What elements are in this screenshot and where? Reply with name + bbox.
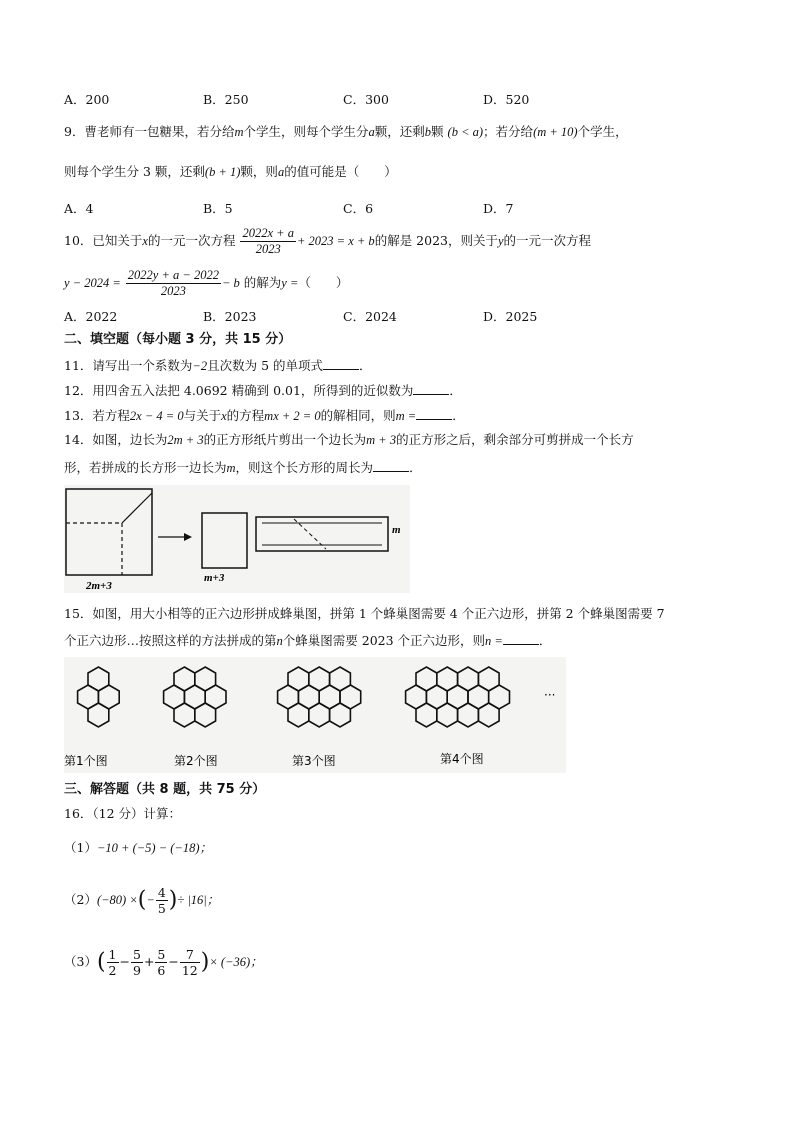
- q10-fraction-2: [126, 268, 221, 299]
- q9-condition: (b < a): [447, 125, 484, 139]
- q13-equation-2: mx + 2 = 0: [264, 409, 321, 423]
- caption-figure-4: 第4个图: [440, 752, 484, 766]
- q10-text-b: 的一元一次方程: [147, 233, 236, 248]
- left-paren-icon: (: [137, 887, 147, 913]
- q16-part-2-fraction: [156, 885, 168, 916]
- fraction-4-denominator: 12: [181, 963, 198, 978]
- q11: [64, 357, 372, 374]
- q13-period: ．: [452, 408, 465, 423]
- q8-option-b: B．250: [203, 92, 249, 107]
- q14-answer-blank[interactable]: [373, 459, 409, 472]
- fraction-2-denominator: 9: [132, 963, 141, 978]
- q14-side-2: m + 3: [366, 433, 397, 447]
- q16-part-3-fraction-3: [155, 947, 167, 978]
- q12-answer-blank[interactable]: [413, 382, 449, 395]
- left-paren-icon: (: [96, 949, 106, 975]
- q15-n-equals: n =: [485, 634, 503, 648]
- q9-line2-a: 则每个学生分 3 颗，还剩: [64, 164, 205, 179]
- hexagon-fig1: [88, 703, 109, 727]
- q16-part-3-fraction-2: [131, 947, 143, 978]
- q11-coefficient: −2: [192, 359, 208, 373]
- q15-figure: [64, 657, 566, 773]
- q9-option-c: C．6: [343, 201, 374, 216]
- q13-answer-blank[interactable]: [416, 407, 452, 420]
- fraction-1-numerator: 1: [108, 947, 117, 962]
- q14-var-m: m: [226, 461, 236, 475]
- q16-part-2-denominator: 5: [157, 901, 166, 916]
- q9-condition-3: (b + 1): [204, 165, 241, 179]
- q11-text-a: 11．请写出一个系数为: [64, 358, 193, 373]
- label-m-plus-3: m+3: [204, 572, 225, 584]
- fraction-3-denominator: 6: [157, 963, 166, 978]
- q14-side-1: 2m + 3: [167, 433, 204, 447]
- q15-line2-a: 个正六边形…按照这样的方法拼成的第: [64, 633, 277, 648]
- q16-part-3-tail: × (−36)；: [209, 955, 263, 969]
- q14-text-e: 的正方形之后，剩余部分可剪拼成一个长方: [396, 432, 634, 447]
- hexagon-fig3: [330, 703, 351, 727]
- q16-part-2-numerator: 4: [157, 885, 166, 900]
- label-2m-plus-3: 2m+3: [86, 580, 112, 592]
- honeycomb-figure-svg: [64, 657, 566, 773]
- q15-period: ．: [538, 633, 552, 648]
- hexagon-fig4: [416, 703, 437, 727]
- caption-figure-1: 第1个图: [64, 754, 108, 768]
- q10-var-y: y: [497, 234, 504, 248]
- q9-option-a: A．4: [64, 201, 94, 216]
- q12: [64, 382, 462, 399]
- q16-part-2-a: (−80) ×: [96, 893, 138, 907]
- caption-figure-3: 第3个图: [292, 754, 336, 768]
- q10-option-b: B．2023: [203, 309, 257, 324]
- right-paren-icon: ): [200, 949, 210, 975]
- q16-part-3: [64, 942, 263, 982]
- q10-y-equals: y =: [281, 276, 299, 290]
- q10-text-d: 的解是 2023，则关于: [374, 233, 498, 248]
- q13-text-e: 的方程: [226, 408, 265, 423]
- q15-var-n: n: [276, 634, 283, 648]
- fraction-1-denominator: 2: [108, 963, 117, 978]
- q10-equation-rest: + 2023 = x + b: [296, 234, 375, 248]
- q14-line2: [64, 459, 422, 476]
- q10-paren: （ ）: [298, 275, 349, 290]
- q10-frac2-numerator: 2022y + a − 2022: [127, 268, 219, 282]
- q9-text-c: 颗，还剩: [374, 124, 425, 139]
- q13-text-c: 与关于: [183, 408, 222, 423]
- q15-line2-c: 个蜂巢图需要 2023 个正六边形，则: [282, 633, 486, 648]
- q9-var-a-2: a: [277, 165, 285, 179]
- q15-answer-blank[interactable]: [503, 632, 539, 645]
- section-3-heading: 三、解答题（共 8 题，共 75 分）: [64, 782, 266, 797]
- q8-option-d: D．520: [483, 92, 530, 107]
- operator-3: −: [168, 954, 179, 969]
- cut-line-diagonal: [122, 493, 152, 523]
- q14-line2-a: 形，若拼成的长方形一边长为: [64, 460, 227, 475]
- caption-figure-2: 第2个图: [174, 754, 218, 768]
- hexagon-fig3: [309, 703, 330, 727]
- q16-part-3-fraction-4: [180, 947, 200, 978]
- q12-text: 12．用四舍五入法把 4.0692 精确到 0.01，所得到的近似数为: [64, 383, 414, 398]
- q16-part-2-minus: −: [146, 893, 155, 907]
- hexagon-fig2: [174, 703, 195, 727]
- hexagon-fig4: [478, 703, 499, 727]
- q13-equation-1: 2x − 4 = 0: [129, 409, 184, 423]
- q9-text-b: 个学生，则每个学生分: [243, 124, 369, 139]
- q15-line2: [64, 632, 551, 649]
- q10-option-a: A．2022: [64, 309, 118, 324]
- q15-line1: 15．如图，用大小相等的正六边形拼成蜂巢图，拼第 1 个蜂巢图需要 4 个正六边形，拼第 2 个蜂巢图需要 7: [64, 606, 665, 621]
- q13: [64, 407, 465, 424]
- q10-frac2-denominator: 2023: [160, 284, 186, 298]
- q10-option-d: D．2025: [483, 309, 538, 324]
- q10-text-e: 的一元一次方程: [503, 233, 592, 248]
- arrow-icon: [184, 533, 192, 541]
- q9-text-f: 个学生，: [577, 124, 628, 139]
- q10-frac1-denominator: 2023: [255, 242, 281, 256]
- q9-condition-2: (m + 10): [533, 125, 578, 139]
- q14-line2-c: ，则这个长方形的周长为: [235, 460, 374, 475]
- q11-text-c: 且次数为 5 的单项式: [207, 358, 323, 373]
- q9-line2-c: 的值可能是（ ）: [284, 164, 397, 179]
- q14-text-c: 的正方形纸片剪出一个边长为: [203, 432, 367, 447]
- q10-equation2-rest: − b: [221, 276, 240, 290]
- q10-option-c: C．2024: [343, 309, 397, 324]
- q11-period: ．: [359, 358, 372, 373]
- q10-frac1-numerator: 2022x + a: [242, 226, 294, 240]
- q9-var-b: b: [424, 125, 432, 139]
- q9-text-d: 颗: [431, 124, 444, 139]
- hexagon-fig4: [437, 703, 458, 727]
- q8-option-a: A．200: [64, 92, 110, 107]
- fraction-4-numerator: 7: [180, 947, 200, 963]
- q9-text-e: ；若分给: [483, 124, 534, 139]
- q13-var-x: x: [221, 409, 227, 423]
- q14-figure: [64, 485, 410, 593]
- q16-part-2-label: （2）: [64, 892, 97, 907]
- q16-part-1: [64, 840, 212, 856]
- q9-line2: [64, 164, 397, 180]
- q16-part-3-label: （3）: [64, 954, 97, 969]
- q16-title: 16．（12 分）计算：: [64, 806, 182, 821]
- hexagon-fig4: [458, 703, 479, 727]
- q9-option-b: B．5: [203, 201, 233, 216]
- q10-text-f: 的解为: [243, 275, 282, 290]
- q14-text-a: 14．如图，边长为: [64, 432, 168, 447]
- q10-var-x: x: [142, 234, 148, 248]
- q10-text-a: 10．已知关于: [64, 233, 143, 248]
- q13-m-equals: m =: [395, 409, 417, 423]
- large-square: [66, 489, 152, 575]
- q16-part-2: [64, 880, 219, 920]
- q10-line1: [64, 224, 591, 258]
- small-square: [202, 513, 247, 568]
- q14-period: ．: [409, 460, 422, 475]
- q9-line2-b: 颗，则: [240, 164, 278, 179]
- hexagon-fig2: [195, 703, 216, 727]
- q16-part-2-c: ÷ |16|；: [177, 893, 220, 907]
- q9-var-m: m: [234, 125, 244, 139]
- q9-text-a: 9．曹老师有一包糖果，若分给: [64, 124, 235, 139]
- operator-1: −: [119, 954, 130, 969]
- q9-var-a: a: [368, 125, 375, 139]
- continuation-ellipsis: ···: [544, 688, 556, 702]
- q9-line1: [64, 124, 628, 140]
- fraction-2-numerator: 5: [132, 947, 141, 962]
- q9-option-d: D．7: [483, 201, 514, 216]
- q10-fraction-1: [240, 226, 295, 257]
- q12-period: ．: [449, 383, 462, 398]
- q10-equation2-left: y − 2024 =: [64, 276, 121, 290]
- q16-part-1-expression: −10 + (−5) − (−18)；: [96, 841, 213, 855]
- hexagon-fig3: [288, 703, 309, 727]
- q16-part-1-label: （1）: [64, 840, 97, 855]
- q11-answer-blank[interactable]: [323, 357, 359, 370]
- q10-line2: [64, 266, 348, 300]
- fraction-3-numerator: 5: [157, 947, 166, 962]
- section-2-heading: 二、填空题（每小题 3 分，共 15 分）: [64, 332, 292, 347]
- right-paren-icon: ): [168, 887, 178, 913]
- q16-part-3-fraction-1: [107, 947, 119, 978]
- q8-option-c: C．300: [343, 92, 389, 107]
- label-m: m: [392, 524, 401, 536]
- q14-figure-svg: [64, 485, 410, 593]
- q13-text-a: 13．若方程: [64, 408, 130, 423]
- q13-text-g: 的解相同，则: [320, 408, 396, 423]
- q14-line1: [64, 432, 634, 448]
- operator-2: +: [143, 954, 155, 969]
